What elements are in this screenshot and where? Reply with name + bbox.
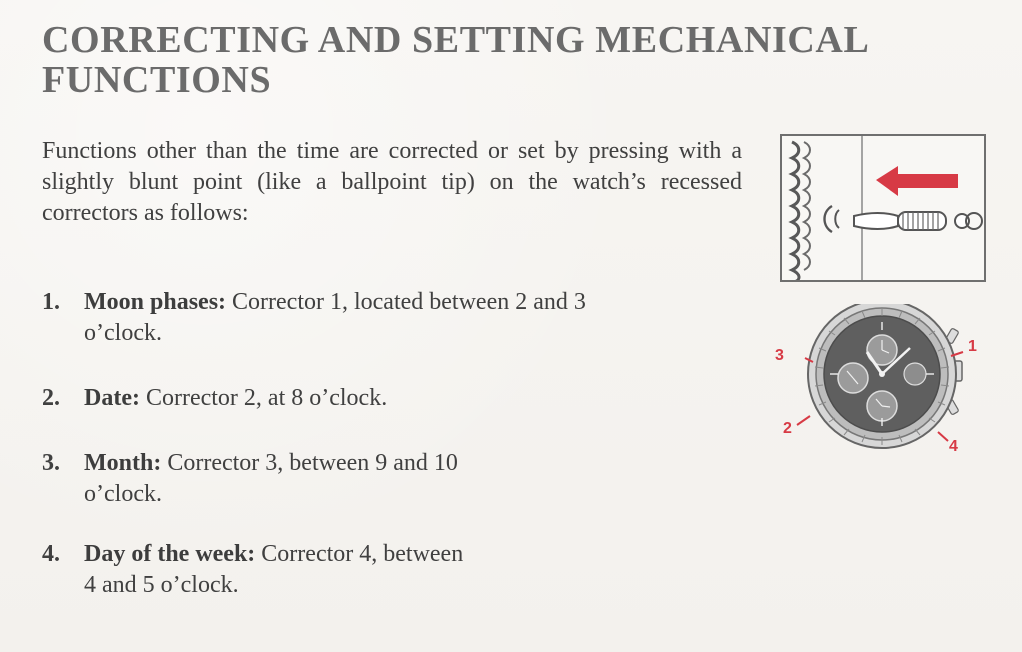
intro-paragraph: Functions other than the time are corrected or set by pressing with a slightly blunt point (like a ballpoint tip) on the watch’s recessed correctors as follows:	[42, 138, 742, 226]
list-item-body	[84, 448, 464, 510]
pen-body-icon	[898, 212, 946, 230]
list-item-term: Day of the week:	[84, 541, 256, 567]
corrector-diagram	[782, 136, 986, 282]
list-item-text: Corrector 2, at 8 o’clock.	[139, 385, 388, 411]
list-item-body	[84, 383, 644, 414]
list-item-number: 4.	[42, 541, 60, 567]
list-item-term: Moon phases:	[84, 289, 227, 315]
callout-label-1: 1	[968, 338, 977, 355]
list-item-body	[84, 287, 644, 349]
corrector-illustration	[780, 134, 986, 282]
watch-svg	[770, 304, 988, 464]
list-item-text: Corrector 4, between 4 and 5 o’clock.	[84, 541, 464, 598]
list-item-number: 1.	[42, 289, 60, 315]
callout-label-2: 2	[783, 420, 792, 437]
list-item-text: Corrector 3, between 9 and 10 o’clock.	[84, 450, 458, 507]
center-pin-icon	[879, 371, 885, 377]
list-item-number: 2.	[42, 385, 60, 411]
page-title: CORRECTING AND SETTING MECHANICAL FUNCTIONS	[42, 19, 870, 101]
list-item-text: Corrector 1, located between 2 and 3 o’clock.	[84, 289, 586, 346]
list-item-term: Month:	[84, 450, 162, 476]
diagram-background	[782, 136, 986, 282]
list-item-body	[84, 539, 464, 601]
list-item-number: 3.	[42, 450, 60, 476]
callout-label-4: 4	[949, 438, 958, 455]
list-item-term: Date:	[84, 385, 140, 411]
watch-diagram	[770, 304, 988, 464]
callout-label-3: 3	[775, 347, 784, 364]
pen-tip-icon	[854, 213, 898, 229]
moonphase-window-icon	[904, 363, 926, 385]
